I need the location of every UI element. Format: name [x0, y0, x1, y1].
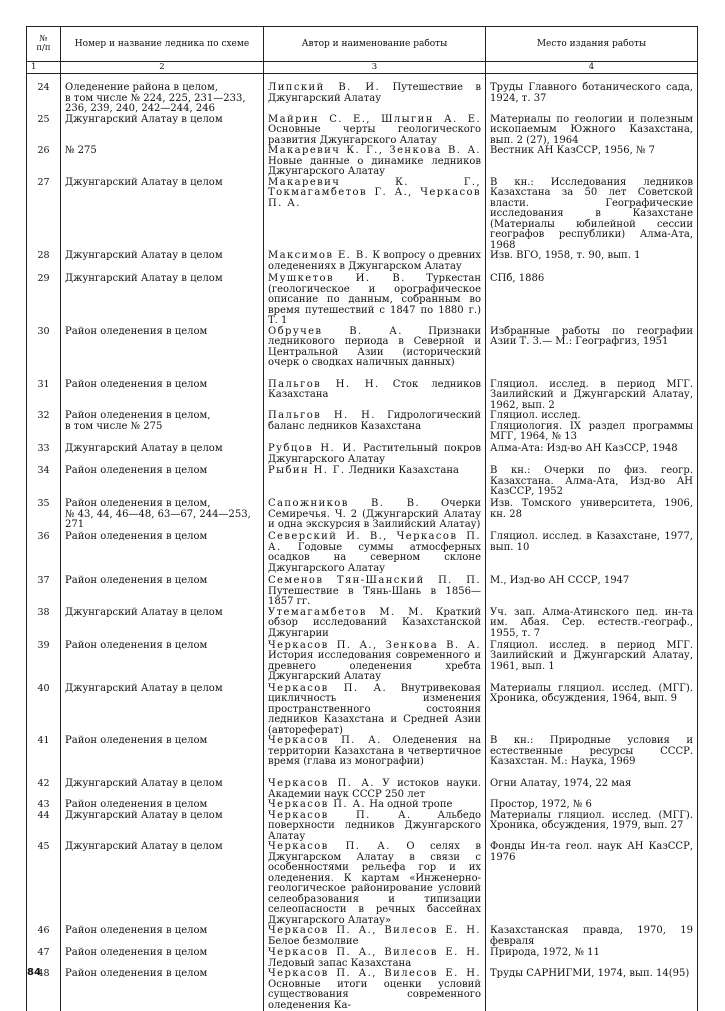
work-title: Признаки ледникового периода в Северной и Центральной Азии (исторический очерк о сводках наличных данных): [268, 326, 481, 369]
column-number-4: 4: [486, 62, 698, 74]
work-title: Годовые суммы атмосферных осадков на северном склоне Джунгарского Алатау: [268, 542, 481, 574]
row-number: 35: [27, 499, 61, 532]
author-and-work: [264, 178, 486, 252]
row-number: 39: [27, 641, 61, 684]
publication-place: В кн.: Исследования ледников Казахстана за 50 лет Советской власти. Географические исследования в Казахстане (Материалы юбилейной сессии географов республики) Алма-Ата, 1968: [486, 178, 698, 252]
author-and-work: [264, 576, 486, 608]
author-name: Пальгов Н. Н.: [268, 410, 376, 421]
publication-place: Вестник АН КазССР, 1956, № 7: [486, 146, 698, 178]
publication-place: Простор, 1972, № 6: [486, 800, 698, 811]
table-row: [27, 842, 698, 926]
author-name: Рубцов Н. И.: [268, 443, 357, 454]
glacier-name: Джунгарский Алатау в целом: [61, 444, 264, 466]
author-and-work: [264, 146, 486, 178]
author-and-work: [264, 736, 486, 779]
publication-place: Природа, 1972, № 11: [486, 948, 698, 969]
author-and-work: [264, 926, 486, 948]
glacier-name: Джунгарский Алатау в целом: [61, 251, 264, 274]
row-number: 45: [27, 842, 61, 926]
author-and-work: [264, 327, 486, 380]
table-row: [27, 926, 698, 948]
row-number: 36: [27, 532, 61, 576]
work-title: Основные черты геологического развития Джунгарского Алатау: [268, 124, 481, 146]
row-number: 44: [27, 811, 61, 843]
table-row: [27, 608, 698, 641]
row-number: 34: [27, 466, 61, 499]
author-and-work: [264, 811, 486, 843]
glacier-name: Район оледенения в целом: [61, 736, 264, 779]
row-number: 40: [27, 684, 61, 737]
publication-place: В кн.: Очерки по физ. геогр. Казахстана. Алма-Ата, Изд-во АН КазССР, 1952: [486, 466, 698, 499]
glacier-name: Район оледенения в целом: [61, 969, 264, 1011]
author-name: Мушкетов И. В.: [268, 273, 406, 284]
table-row: [27, 811, 698, 843]
table-row: [27, 146, 698, 178]
table-row: [27, 466, 698, 499]
row-number: 27: [27, 178, 61, 252]
publication-place: Гляциол. исслед. в период МГГ. Заилийский и Джунгарский Алатау, 1961, вып. 1: [486, 641, 698, 684]
table-row: [27, 684, 698, 737]
publication-place: Избранные работы по географии Азии Т. 3.— М.: Географгиз, 1951: [486, 327, 698, 380]
work-title: Гидрологический баланс ледников Казахстана: [268, 410, 481, 432]
publication-place: Гляциол. исслед. Гляциология. IX раздел программы МГГ, 1964, № 13: [486, 411, 698, 444]
glacier-name: Джунгарский Алатау в целом: [61, 684, 264, 737]
table-row: [27, 576, 698, 608]
work-title: Оледенения на территории Казахстана в четвертичное время (глава из монографии): [268, 735, 481, 767]
author-name: Черкасов П. А.: [268, 799, 366, 810]
publication-place: Гляциол. исслед. в период МГГ. Заилийский и Джунгарский Алатау, 1962, вып. 2: [486, 380, 698, 412]
work-title: История исследования современного и древнего оледенения хребта Джунгарский Алатау: [268, 650, 481, 682]
work-title: На одной тропе: [366, 799, 452, 810]
table-header-row: [27, 27, 698, 62]
author-name: Пальгов Н. Н.: [268, 379, 380, 390]
author-name: Черкасов П. А.: [268, 683, 387, 694]
author-name: Максимов Е. В.: [268, 250, 369, 261]
table-row: [27, 115, 698, 147]
author-name: Черкасов П. А., Зенкова В. А.: [268, 640, 481, 651]
author-name: Макаревич К. Г., Токмагамбетов Г. А., Черкасов П. А.: [268, 177, 481, 209]
column-number-2: 2: [61, 62, 264, 74]
glacier-name: Оледенение района в целом, в том числе № 224, 225, 231—233, 236, 239, 240, 242—244, 246: [61, 74, 264, 115]
work-title: Сток ледников Казахстана: [268, 379, 481, 401]
author-name: Макаревич К. Г., Зенкова В. А.: [268, 145, 481, 156]
work-title: Туркестан (геологическое и орографическое описание по данным, собранным во время путешествий с 1847 по 1880 г.) Т. 1: [268, 273, 481, 326]
table-row: [27, 969, 698, 1011]
page-number: 84: [27, 967, 41, 978]
author-and-work: [264, 251, 486, 274]
author-and-work: [264, 532, 486, 576]
table-row: [27, 641, 698, 684]
work-title: Белое безмолвие: [268, 936, 359, 947]
glacier-name: Джунгарский Алатау в целом: [61, 115, 264, 147]
row-number: 46: [27, 926, 61, 948]
glacier-name: Джунгарский Алатау в целом: [61, 608, 264, 641]
author-name: Утемагамбетов М. М.: [268, 607, 425, 618]
author-and-work: [264, 444, 486, 466]
glacier-name: Джунгарский Алатау в целом: [61, 811, 264, 843]
publication-place: Казахстанская правда, 1970, 19 февраля: [486, 926, 698, 948]
author-name: Северский И. В., Черкасов П. А.: [268, 531, 481, 553]
glacier-name: Джунгарский Алатау в целом: [61, 178, 264, 252]
author-and-work: [264, 466, 486, 499]
header-author-work: Автор и наименование работы: [264, 27, 486, 62]
row-number: 37: [27, 576, 61, 608]
work-title: Очерки Семиречья. Ч. 2 (Джунгарский Алатау и одна экскурсия в Заилийский Алатау): [268, 498, 481, 530]
author-name: Семенов Тян-Шанский П. П.: [268, 575, 481, 586]
glacier-name: Джунгарский Алатау в целом: [61, 842, 264, 926]
row-number: 41: [27, 736, 61, 779]
table-row: [27, 779, 698, 800]
author-and-work: [264, 411, 486, 444]
author-and-work: [264, 608, 486, 641]
author-and-work: [264, 641, 486, 684]
row-number: 33: [27, 444, 61, 466]
publication-place: Огни Алатау, 1974, 22 мая: [486, 779, 698, 800]
row-number: 26: [27, 146, 61, 178]
table-row: [27, 251, 698, 274]
row-number: 43: [27, 800, 61, 811]
work-title: Внутривековая цикличность изменения пространственного состояния ледников Казахстана и Средней Азии (автореферат): [268, 683, 481, 736]
row-number: 48: [27, 969, 61, 1011]
author-name: Липский В. И.: [268, 82, 380, 93]
author-name: Черкасов П. А.: [268, 778, 375, 789]
table-row: [27, 736, 698, 779]
table-row: [27, 380, 698, 412]
publication-place: Гляциол. исслед. в Казахстане, 1977, вып. 10: [486, 532, 698, 576]
glacier-name: Район оледенения в целом: [61, 576, 264, 608]
glacier-name: Район оледенения в целом: [61, 800, 264, 811]
table-row: [27, 532, 698, 576]
work-title: О селях в Джунгарском Алатау в связи с особенностями рельефа гор и их оледенения. К картам «Инженерно-геологическое районирование условий селеобразования и типизации селеопасности в речных бассейнах Джунгарского Алатау»: [268, 841, 481, 926]
table-row: [27, 499, 698, 532]
publication-place: Труды Главного ботанического сада, 1924, т. 37: [486, 74, 698, 115]
publication-place: Материалы гляциол. исслед. (МГГ). Хроника, обсуждения, 1964, вып. 9: [486, 684, 698, 737]
glacier-name: Район оледенения в целом: [61, 327, 264, 380]
row-number: 24: [27, 74, 61, 115]
glacier-name: Район оледенения в целом, в том числе № 275: [61, 411, 264, 444]
page: [26, 26, 697, 966]
table-row: [27, 74, 698, 115]
header-publication-place: Место издания работы: [486, 27, 698, 62]
author-name: Черкасов П. А., Вилесов Е. Н.: [268, 925, 481, 936]
column-number-3: 3: [264, 62, 486, 74]
author-name: Черкасов П. А., Вилесов Е. Н.: [268, 968, 481, 979]
author-name: Сапожников В. В.: [268, 498, 420, 509]
publication-place: Фонды Ин-та геол. наук АН КазССР, 1976: [486, 842, 698, 926]
table-row: [27, 411, 698, 444]
author-and-work: [264, 969, 486, 1011]
row-number: 28: [27, 251, 61, 274]
work-title: Ледники Казахстана: [346, 465, 460, 476]
author-and-work: [264, 74, 486, 115]
bibliography-table: [26, 26, 698, 1011]
author-name: Черкасов П. А., Вилесов Е. Н.: [268, 947, 481, 958]
glacier-name: № 275: [61, 146, 264, 178]
work-title: Основные итоги оценки условий существования современного оледенения Ка-: [268, 979, 481, 1011]
table-row: [27, 948, 698, 969]
author-name: Майрин С. Е., Шлыгин А. Е.: [268, 114, 481, 125]
row-number: 32: [27, 411, 61, 444]
author-and-work: [264, 499, 486, 532]
table-row: [27, 444, 698, 466]
table-row: [27, 327, 698, 380]
row-number: 31: [27, 380, 61, 412]
work-title: Альбедо поверхности ледников Джунгарского Алатау: [268, 810, 481, 842]
publication-place: Изв. ВГО, 1958, т. 90, вып. 1: [486, 251, 698, 274]
row-number: 29: [27, 274, 61, 327]
glacier-name: Район оледенения в целом: [61, 380, 264, 412]
author-name: Рыбин Н. Г.: [268, 465, 346, 476]
publication-place: Материалы гляциол. исслед. (МГГ). Хроника, обсуждения, 1979, вып. 27: [486, 811, 698, 843]
row-number: 47: [27, 948, 61, 969]
glacier-name: Район оледенения в целом: [61, 641, 264, 684]
author-and-work: [264, 380, 486, 412]
glacier-name: Район оледенения в целом, № 43, 44, 46—48, 63—67, 244—253, 271: [61, 499, 264, 532]
work-title: Путешествие в Тянь-Шань в 1856—1857 гг.: [268, 586, 481, 608]
row-number: 38: [27, 608, 61, 641]
author-name: Обручев В. А.: [268, 326, 403, 337]
header-glacier: Номер и название ледника по схеме: [61, 27, 264, 62]
glacier-name: Район оледенения в целом: [61, 466, 264, 499]
table-row: [27, 178, 698, 252]
author-and-work: [264, 842, 486, 926]
glacier-name: Джунгарский Алатау в целом: [61, 779, 264, 800]
author-name: Черкасов П. А.: [268, 841, 391, 852]
row-number: 42: [27, 779, 61, 800]
author-and-work: [264, 948, 486, 969]
work-title: У истоков науки. Академии наук СССР 250 лет: [268, 778, 481, 800]
table-body: [27, 74, 698, 1011]
work-title: Новые данные о динамике ледников Джунгарского Алатау: [268, 156, 481, 178]
work-title: Растительный покров Джунгарского Алатау: [268, 443, 481, 465]
glacier-name: Джунгарский Алатау в целом: [61, 274, 264, 327]
author-name: Черкасов П. А.: [268, 735, 382, 746]
work-title: Краткий обзор исследований Казахстанской Джунгарии: [268, 607, 481, 639]
glacier-name: Район оледенения в целом: [61, 948, 264, 969]
publication-place: Изв. Томского университета, 1906, кн. 28: [486, 499, 698, 532]
publication-place: В кн.: Природные условия и естественные ресурсы СССР. Казахстан. М.: Наука, 1969: [486, 736, 698, 779]
publication-place: Труды САРНИГМИ, 1974, вып. 14(95): [486, 969, 698, 1011]
work-title: Путешествие в Джунгарский Алатау: [268, 82, 481, 104]
column-numbers-row: [27, 62, 698, 74]
row-number: 25: [27, 115, 61, 147]
publication-place: Уч. зап. Алма-Атинского пед. ин-та им. Абая. Сер. естеств.-географ., 1955, т. 7: [486, 608, 698, 641]
publication-place: СПб, 1886: [486, 274, 698, 327]
header-number: № п/п: [27, 27, 61, 62]
publication-place: М., Изд-во АН СССР, 1947: [486, 576, 698, 608]
author-and-work: [264, 274, 486, 327]
glacier-name: Район оледенения в целом: [61, 532, 264, 576]
author-and-work: [264, 779, 486, 800]
column-number-1: 1: [27, 62, 61, 74]
author-and-work: [264, 684, 486, 737]
author-name: Черкасов П. А.: [268, 810, 412, 821]
publication-place: Алма-Ата: Изд-во АН КазССР, 1948: [486, 444, 698, 466]
table-row: [27, 274, 698, 327]
glacier-name: Район оледенения в целом: [61, 926, 264, 948]
row-number: 30: [27, 327, 61, 380]
publication-place: Материалы по геологии и полезным ископаемым Южного Казахстана, вып. 2 (27), 1964: [486, 115, 698, 147]
work-title: К вопросу о древних оледенениях в Джунгарском Алатау: [268, 250, 481, 272]
work-title: Ледовый запас Казахстана: [268, 958, 411, 969]
author-and-work: [264, 115, 486, 147]
